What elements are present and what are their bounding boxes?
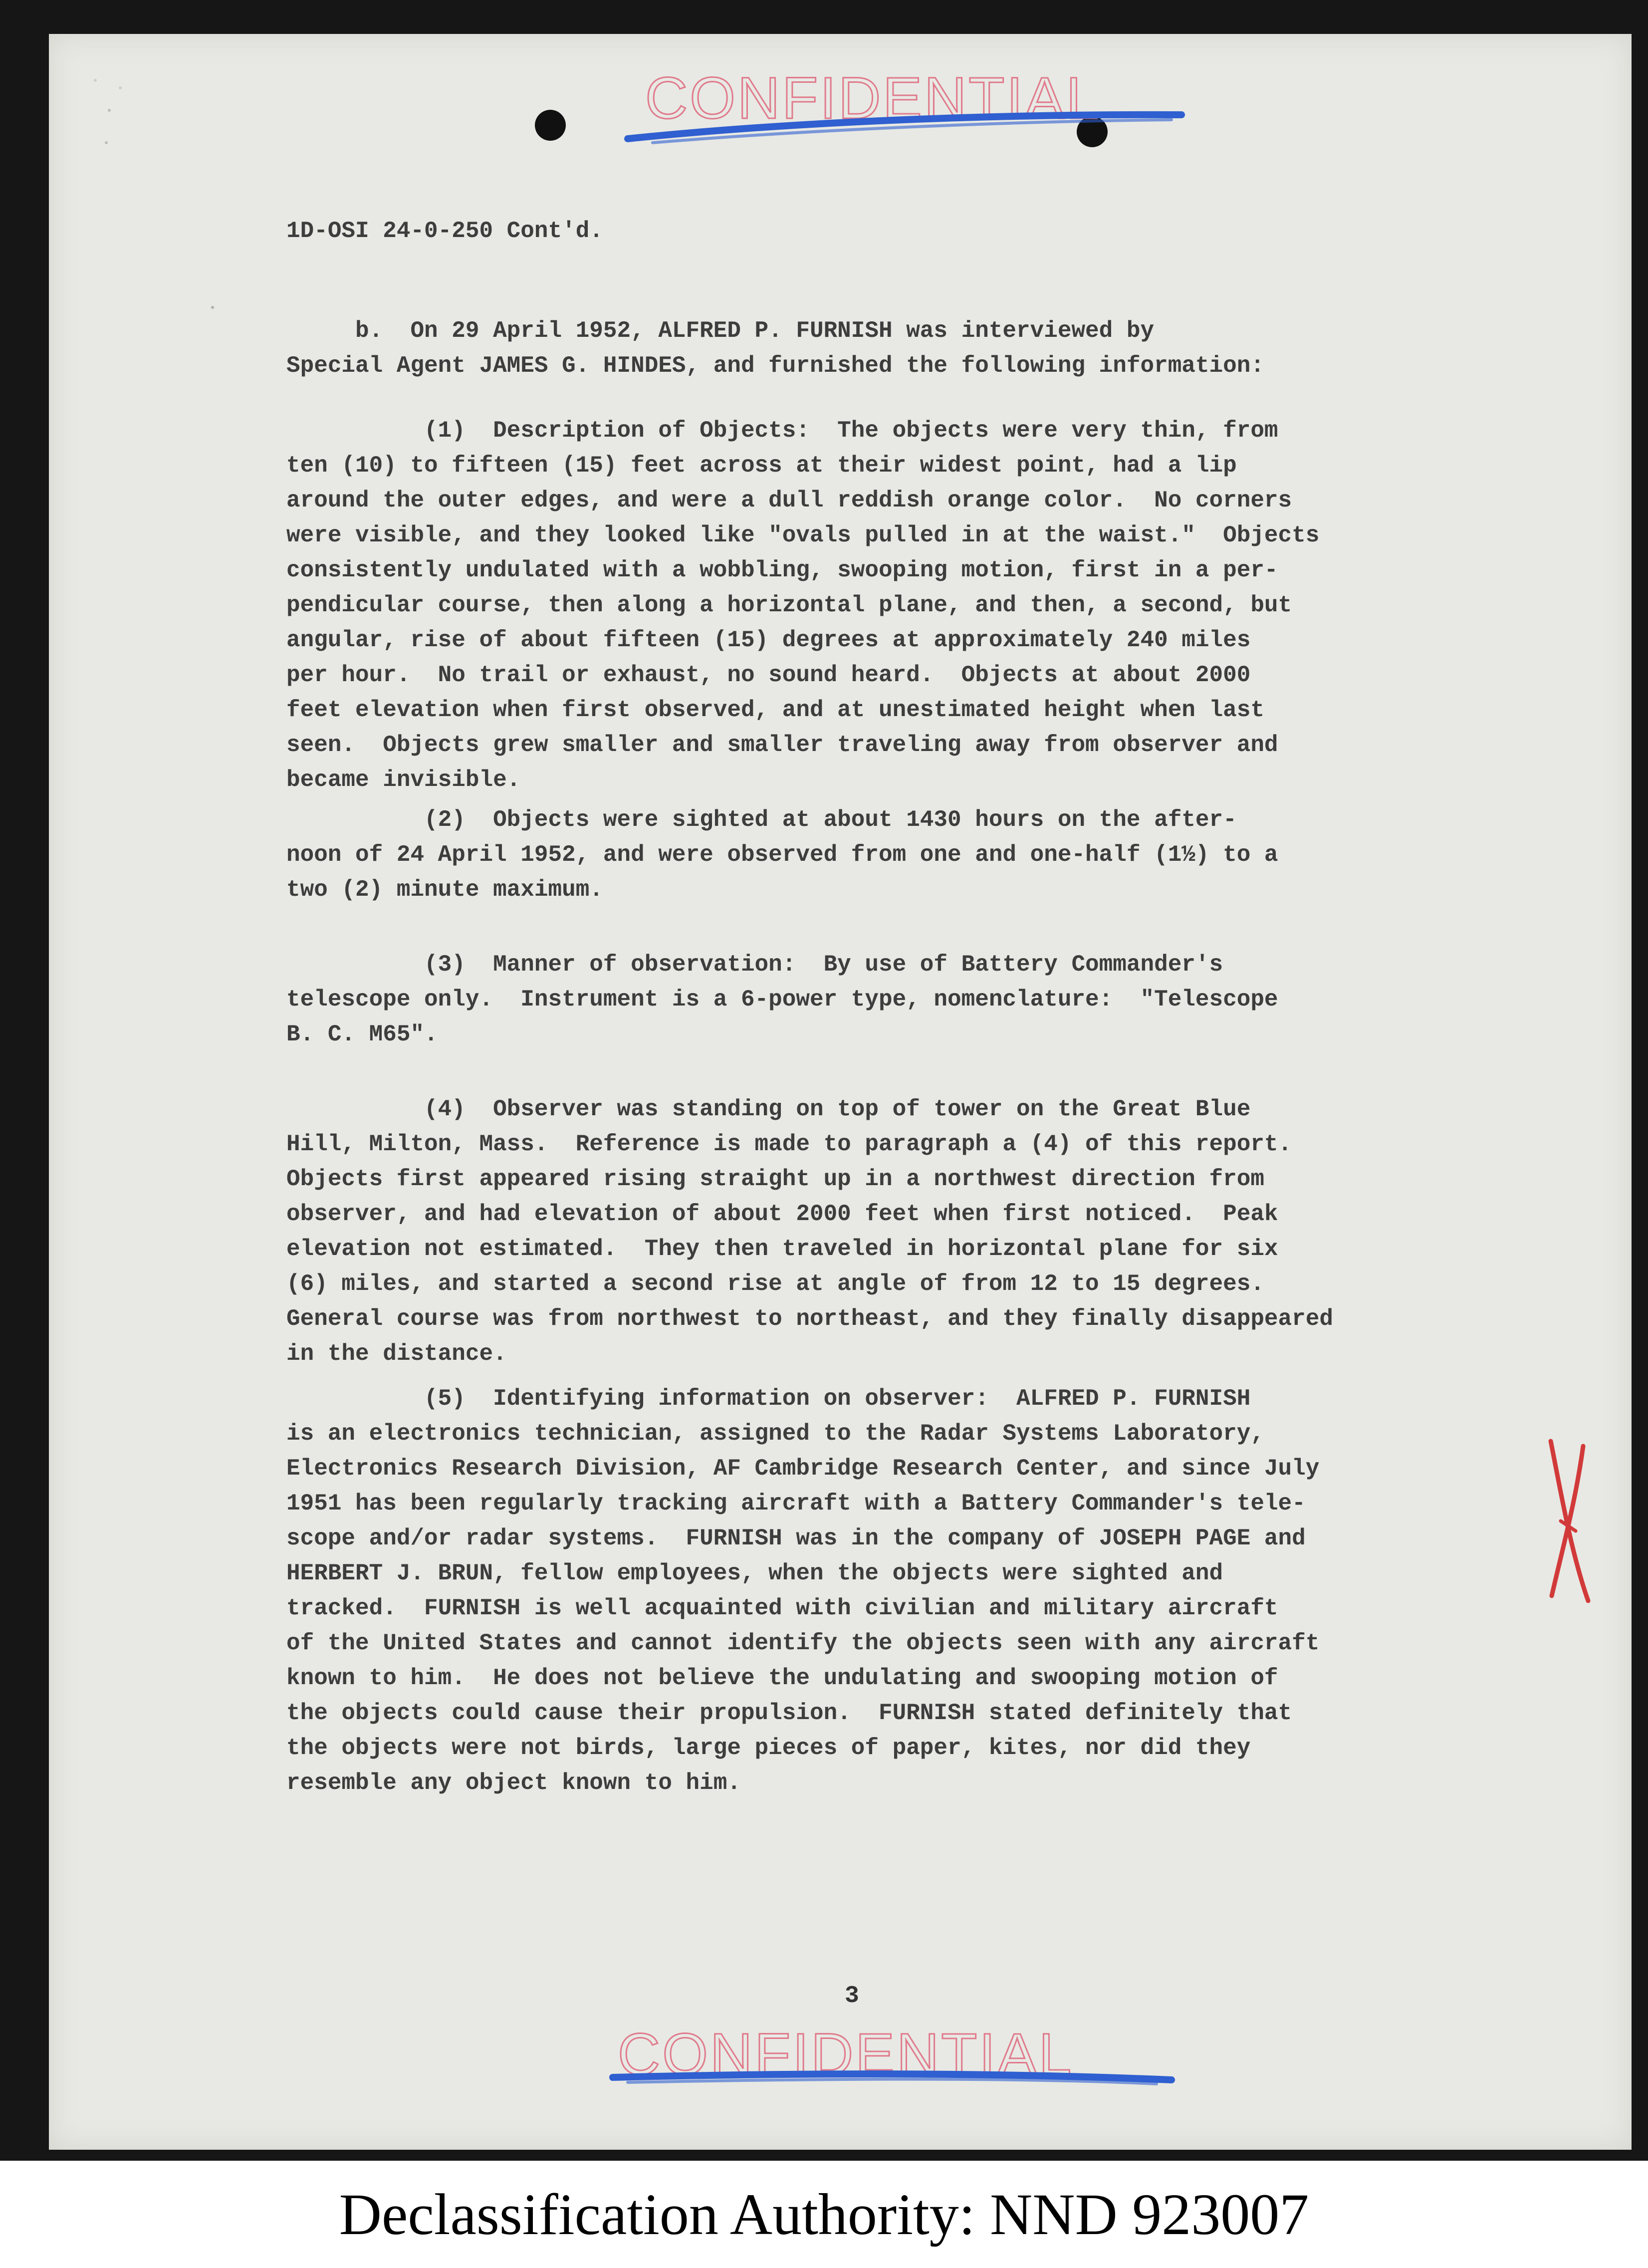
document-line: angular, rise of about fifteen (15) degrees at approximately 240 miles — [286, 627, 1251, 653]
document-line: B. C. M65". — [286, 1021, 438, 1047]
document-line: ten (10) to fifteen (15) feet across at their widest point, had a lip — [286, 453, 1237, 479]
document-line: scope and/or radar systems. FURNISH was in the company of JOSEPH PAGE and — [286, 1525, 1306, 1551]
document-page — [49, 34, 1632, 2150]
document-line: Objects first appeared rising straight up in a northwest direction from — [286, 1166, 1264, 1192]
document-line: (3) Manner of observation: By use of Battery Commander's — [286, 952, 1223, 978]
document-line: Electronics Research Division, AF Cambridge Research Center, and since July — [286, 1456, 1320, 1482]
document-header: 1D-OSI 24-0-250 Cont'd. — [286, 218, 603, 244]
document-line: of the United States and cannot identify the objects seen with any aircraft — [286, 1630, 1320, 1656]
paragraph-3-manner — [286, 947, 1278, 1052]
paragraph-intro — [286, 313, 1264, 383]
document-line: seen. Objects grew smaller and smaller traveling away from observer and — [286, 732, 1278, 758]
document-line: HERBERT J. BRUN, fellow employees, when the objects were sighted and — [286, 1560, 1223, 1586]
document-line: noon of 24 April 1952, and were observed from one and one-half (1½) to a — [286, 842, 1278, 868]
document-line: tracked. FURNISH is well acquainted with civilian and military aircraft — [286, 1595, 1278, 1621]
paragraph-2-time — [286, 802, 1278, 907]
paragraph-4-location — [286, 1092, 1333, 1371]
document-line: is an electronics technician, assigned to the Radar Systems Laboratory, — [286, 1421, 1264, 1447]
document-line: 1951 has been regularly tracking aircraft with a Battery Commander's tele- — [286, 1491, 1306, 1516]
document-line: Special Agent JAMES G. HINDES, and furnished the following information: — [286, 353, 1264, 379]
document-line: in the distance. — [286, 1341, 507, 1367]
document-line: consistently undulated with a wobbling, swooping motion, first in a per- — [286, 557, 1278, 583]
paragraph-5-observer — [286, 1381, 1319, 1800]
document-line: resemble any object known to him. — [286, 1770, 741, 1796]
document-line: pendicular course, then along a horizontal plane, and then, a second, but — [286, 592, 1292, 618]
document-line: (1) Description of Objects: The objects were very thin, from — [286, 418, 1278, 444]
document-line: (4) Observer was standing on top of tower on the Great Blue — [286, 1096, 1251, 1122]
document-line: became invisible. — [286, 767, 521, 793]
document-line: (5) Identifying information on observer: ALFRED P. FURNISH — [286, 1386, 1251, 1412]
document-line: feet elevation when first observed, and at unestimated height when last — [286, 697, 1264, 723]
document-line: per hour. No trail or exhaust, no sound heard. Objects at about 2000 — [286, 662, 1251, 688]
confidential-stamp-top: CONFIDENTIAL — [645, 65, 1101, 131]
document-line: were visible, and they looked like "ovals pulled in at the waist." Objects — [286, 522, 1320, 548]
document-line: (2) Objects were sighted at about 1430 hours on the after- — [286, 807, 1237, 833]
blue-underline-bottom — [608, 2060, 1181, 2100]
blue-underline-top — [623, 104, 1196, 149]
document-line: telescope only. Instrument is a 6-power type, nomenclature: "Telescope — [286, 987, 1278, 1012]
document-line: (6) miles, and started a second rise at angle of from 12 to 15 degrees. — [286, 1271, 1264, 1297]
paragraph-1-description — [286, 413, 1319, 797]
document-line: observer, and had elevation of about 2000 feet when first noticed. Peak — [286, 1201, 1278, 1227]
document-line: General course was from northwest to northeast, and they finally disappeared — [286, 1306, 1333, 1332]
declassification-footer: Declassification Authority: NND 923007 — [0, 2161, 1648, 2268]
confidential-stamp-bottom: CONFIDENTIAL — [618, 2021, 1074, 2087]
page-number: 3 — [845, 1983, 859, 2010]
document-line: the objects were not birds, large pieces of paper, kites, nor did they — [286, 1735, 1251, 1761]
red-margin-x-mark — [1541, 1431, 1596, 1611]
document-line: two (2) minute maximum. — [286, 877, 603, 903]
document-line: the objects could cause their propulsion. FURNISH stated definitely that — [286, 1700, 1292, 1726]
document-line: Hill, Milton, Mass. Reference is made to paragraph a (4) of this report. — [286, 1131, 1292, 1157]
document-line: around the outer edges, and were a dull reddish orange color. No corners — [286, 488, 1292, 513]
punch-hole-left — [535, 110, 566, 141]
document-line: known to him. He does not believe the undulating and swooping motion of — [286, 1665, 1278, 1691]
document-line: elevation not estimated. They then traveled in horizontal plane for six — [286, 1236, 1278, 1262]
document-line: b. On 29 April 1952, ALFRED P. FURNISH was interviewed by — [286, 318, 1155, 344]
